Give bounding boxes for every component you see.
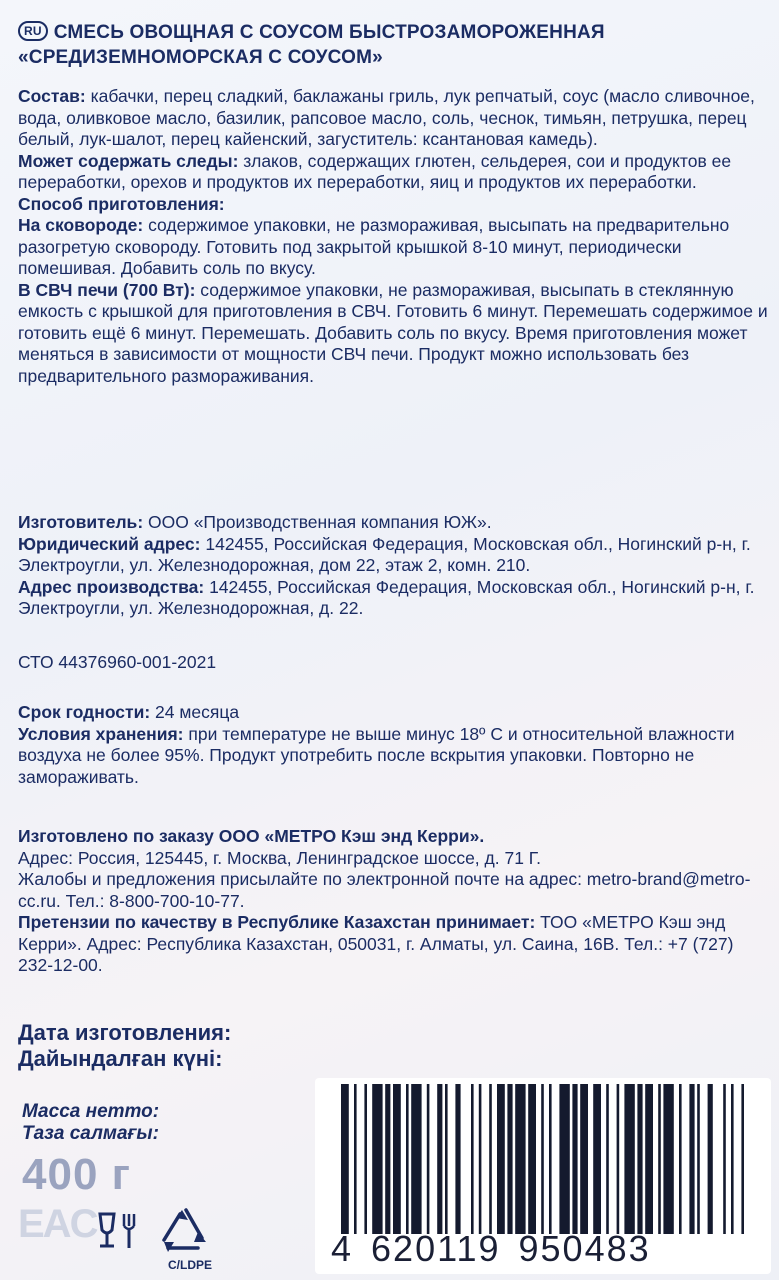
allergens-text: злаков, содержащих глютен, сельдерея, сои и продуктов ее переработки, орехов и продуктов их переработки, яиц и продуктов их переработки. (18, 150, 732, 192)
legal-address-text: 142455, Российская Федерация, Московская обл., Ногинский р-н, г. Электроугли, ул. Железнодорожная, дом 22, этаж 2, комн. 210. (18, 533, 751, 575)
barcode (315, 1078, 771, 1274)
product-header (18, 20, 768, 70)
barcode-digits-right: 950483 (518, 1228, 651, 1269)
manufacturer-label: Изготовитель: (18, 512, 144, 532)
manufacturer-text: ООО «Производственная компания ЮЖ». (143, 512, 492, 532)
manufacture-date-label-kz: Дайындалған күні: (18, 1046, 223, 1071)
glass-fork-icon (94, 1208, 146, 1252)
certification-marks (18, 1200, 268, 1275)
recycle-code: C/LDPE (168, 1258, 213, 1272)
eac-mark: EAC (18, 1202, 97, 1246)
order-section (18, 826, 770, 977)
barcode-number (331, 1228, 761, 1270)
order-address: Адрес: Россия, 125445, г. Москва, Ленинградское шоссе, д. 71 Г. (18, 847, 542, 868)
microwave-text: содержимое упаковки, не размораживая, высыпать в стеклянную емкость с крышкой для приготовления в СВЧ. Готовить 6 минут. Перемешать содержимое и готовить ещё 6 минут. Перемешать. Добавить соль по вкусу. Время приготовления может меняться в зависимости от мощности СВЧ печи. Продукт можно использовать без предварительного размораживания. (18, 279, 768, 386)
pan-text: содержимое упаковки, не размораживая, высыпать на предварительно разогретую сковороду. Готовить под закрытой крышкой 8-10 минут, периодически помешивая. Добавить соль по вкусу. (18, 215, 730, 278)
net-mass-label-ru: Масса нетто: (22, 1101, 160, 1122)
pan-label: На сковороде: (18, 215, 144, 235)
kz-claims-label: Претензии по качеству в Республике Казахстан принимает: (18, 912, 536, 932)
storage-conditions-text: при температуре не выше минус 18º С и относительной влажности воздуха не более 95%. Продукт употребить после вскрытия упаковки. Повторно не замораживать. (18, 723, 735, 787)
composition-section (18, 86, 770, 387)
kz-claims-text: ТОО «МЕТРО Кэш энд Керри». Адрес: Республика Казахстан, 050031, г. Алматы, ул. Саина, 16В. Тел.: +7 (727) 232-12-00. (18, 912, 734, 975)
manufacturer-section (18, 512, 770, 620)
ordered-by: Изготовлено по заказу ООО «МЕТРО Кэш энд Керри». (18, 826, 485, 846)
preparation-label: Способ приготовления: (18, 193, 225, 214)
storage-section (18, 702, 770, 788)
production-address-label: Адрес производства: (18, 576, 205, 597)
storage-conditions-label: Условия хранения: (18, 723, 184, 744)
composition-text: кабачки, перец сладкий, баклажаны гриль, лук репчатый, соус (масло сливочное, вода, оливковое масло, базилик, рапсовое масло, соль, чеснок, тимьян, петрушка, перец белый, лук-шалот, перец кайенский, загуститель: ксантановая камедь). (18, 86, 755, 149)
composition-label: Состав: (18, 86, 86, 106)
legal-address-label: Юридический адрес: (18, 533, 201, 554)
complaints-contact: Жалобы и предложения присылайте по электронной почте на адрес: metro-brand@metro-cc.ru. Тел.: 8-800-700-10-77. (18, 869, 751, 911)
barcode-digit-first: 4 (331, 1228, 354, 1269)
manufacture-date-label-ru: Дата изготовления: (18, 1020, 232, 1045)
microwave-label: В СВЧ печи (700 Вт): (18, 279, 196, 300)
product-title-line1: RU СМЕСЬ ОВОЩНАЯ С СОУСОМ БЫСТРОЗАМОРОЖЕННАЯ (18, 20, 768, 45)
net-mass-label-kz: Таза салмағы: (22, 1123, 159, 1144)
net-weight-value: 400 г (22, 1150, 131, 1199)
recycle-icon (158, 1206, 214, 1256)
production-address-text: 142455, Российская Федерация, Московская обл., Ногинский р-н, г. Электроугли, ул. Железнодорожная, д. 22. (18, 576, 755, 618)
product-title-line2: «СРЕДИЗЕМНОМОРСКАЯ С СОУСОМ» (18, 47, 383, 68)
ru-language-badge: RU (18, 21, 48, 41)
allergens-label: Может содержать следы: (18, 150, 239, 171)
shelf-life-label: Срок годности: (18, 702, 151, 722)
shelf-life-text: 24 месяца (150, 702, 240, 722)
barcode-bars (337, 1084, 751, 1234)
barcode-digits-left: 620119 (371, 1228, 501, 1269)
standard-code: СТО 44376960-001-2021 (18, 652, 217, 672)
